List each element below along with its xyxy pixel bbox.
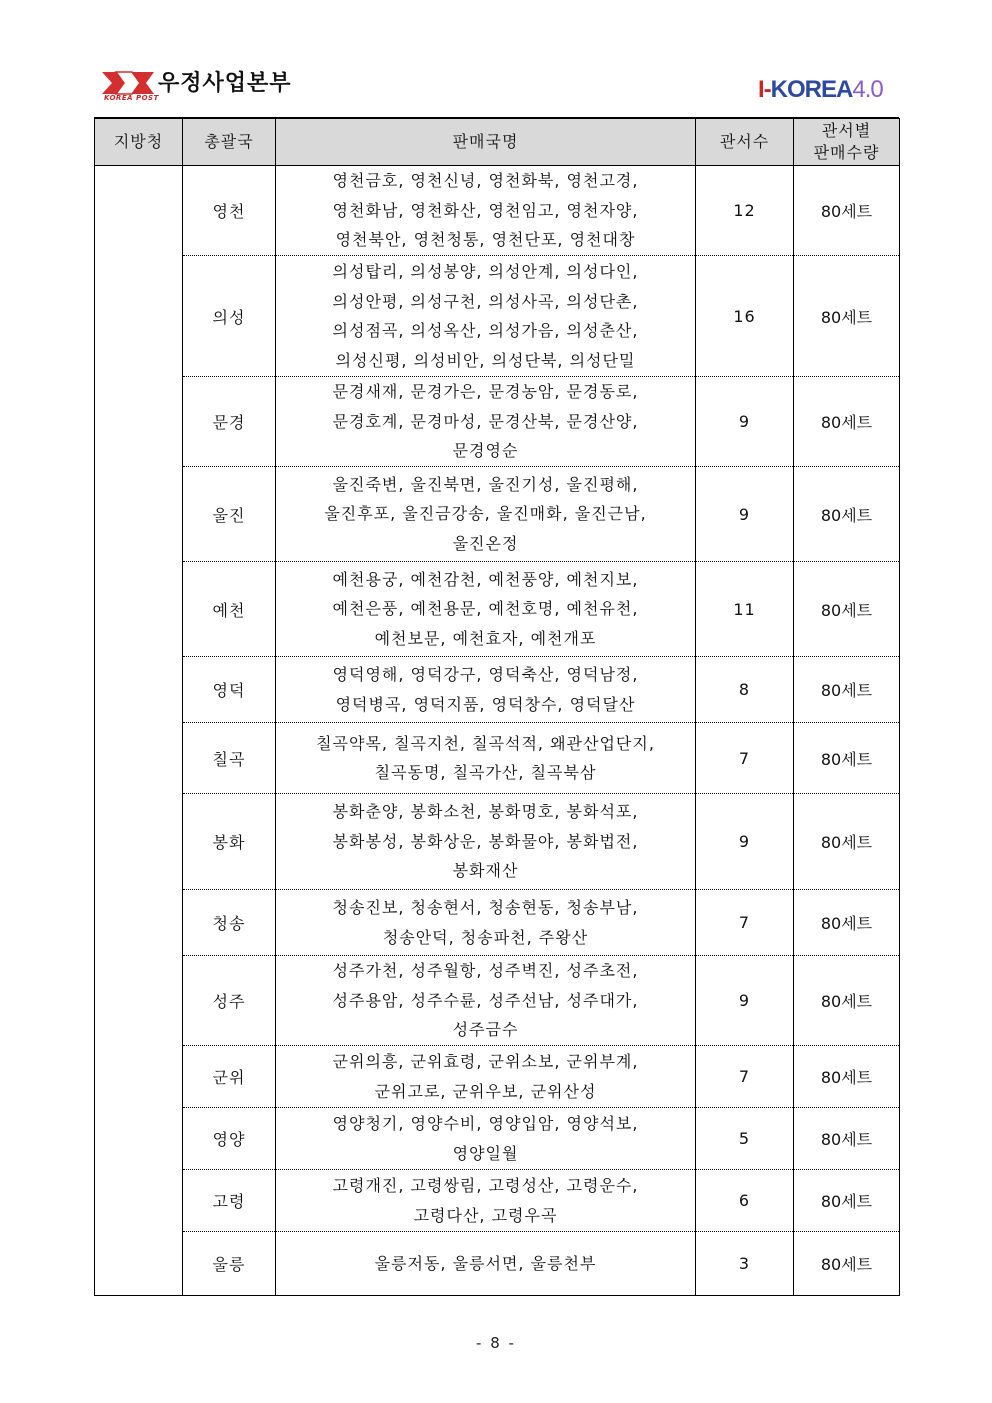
logo-subtitle: KOREA POST: [104, 94, 159, 102]
sales-offices-line: 울릉저동, 울릉서면, 울릉천부: [374, 1253, 597, 1273]
sales-offices-cell: [276, 956, 696, 1046]
office-cell: 문경: [183, 377, 276, 467]
sales-offices-line: 봉화재산: [452, 861, 519, 881]
sales-offices-line: 칠곡동명, 칠곡가산, 칠곡북삼: [374, 763, 597, 782]
office-count-cell: 5: [696, 1108, 794, 1170]
sales-offices-line: 예천용궁, 예천감천, 예천풍양, 예천지보,: [332, 569, 639, 589]
table-header-row: [95, 119, 900, 166]
i-korea-logo: [758, 76, 883, 104]
sales-offices-cell: [276, 657, 696, 723]
sales-offices-line: 고령다산, 고령우곡: [413, 1205, 558, 1225]
quantity-cell: 80세트: [794, 467, 900, 562]
col-header-sales-offices: 판매국명: [276, 119, 696, 166]
table-row: [95, 657, 900, 723]
sales-offices-line: 예천보문, 예천효자, 예천개포: [374, 628, 597, 648]
sales-offices-line: 문경호계, 문경마성, 문경산북, 문경산양,: [332, 411, 639, 431]
region-cell: [95, 166, 183, 1296]
office-count-cell: 7: [696, 723, 794, 794]
i-korea-main: KOREA: [770, 76, 853, 103]
office-count-cell: 3: [696, 1232, 794, 1296]
sales-office-table: [94, 118, 900, 1296]
sales-offices-line: 문경영순: [452, 441, 519, 461]
sales-offices-line: 군위의흥, 군위효령, 군위소보, 군위부계,: [332, 1052, 639, 1071]
quantity-cell: 80세트: [794, 723, 900, 794]
table-row: [95, 1108, 900, 1170]
office-count-cell: 8: [696, 657, 794, 723]
sales-offices-cell: [276, 377, 696, 467]
table-row: [95, 377, 900, 467]
office-count-cell: 12: [696, 166, 794, 256]
sales-offices-line: 영천북안, 영천청통, 영천단포, 영천대창: [335, 230, 636, 250]
sales-offices-line: 문경새재, 문경가은, 문경농암, 문경동로,: [332, 382, 639, 402]
office-cell: 성주: [183, 956, 276, 1046]
quantity-cell: 80세트: [794, 377, 900, 467]
col-header-quantity: 관서별 판매수량: [794, 119, 900, 166]
office-cell: 고령: [183, 1170, 276, 1232]
table-row: [95, 794, 900, 890]
sales-offices-line: 의성탑리, 의성봉양, 의성안계, 의성다인,: [332, 262, 639, 281]
sales-offices-cell: [276, 794, 696, 890]
quantity-cell: 80세트: [794, 956, 900, 1046]
sales-offices-cell: [276, 723, 696, 794]
sales-offices-line: 영덕병곡, 영덕지품, 영덕창수, 영덕달산: [335, 694, 636, 714]
page-header: [0, 0, 992, 118]
sales-offices-line: 청송진보, 청송현서, 청송현동, 청송부남,: [332, 898, 639, 917]
quantity-cell: 80세트: [794, 562, 900, 657]
table-row: [95, 890, 900, 956]
sales-offices-line: 고령개진, 고령쌍림, 고령성산, 고령운수,: [332, 1176, 639, 1195]
sales-offices-line: 봉화봉성, 봉화상운, 봉화물야, 봉화법전,: [332, 831, 639, 851]
sales-offices-cell: [276, 890, 696, 956]
sales-offices-cell: [276, 467, 696, 562]
office-cell: 의성: [183, 256, 276, 377]
quantity-cell: 80세트: [794, 1046, 900, 1108]
sales-offices-line: 성주금수: [452, 1020, 519, 1040]
sales-offices-cell: [276, 1170, 696, 1232]
table-row: [95, 467, 900, 562]
table-row: [95, 562, 900, 657]
sales-offices-cell: [276, 166, 696, 256]
sales-offices-line: 영천금호, 영천신녕, 영천화북, 영천고경,: [332, 171, 639, 191]
sales-offices-line: 의성안평, 의성구천, 의성사곡, 의성단촌,: [332, 291, 639, 311]
table-row: [95, 1170, 900, 1232]
sales-offices-line: 의성신평, 의성비안, 의성단북, 의성단밀: [335, 350, 636, 370]
sales-offices-line: 청송안덕, 청송파천, 주왕산: [382, 927, 589, 947]
sales-offices-line: 울진죽변, 울진북면, 울진기성, 울진평해,: [332, 474, 639, 494]
office-count-cell: 9: [696, 956, 794, 1046]
office-count-cell: 6: [696, 1170, 794, 1232]
sales-offices-cell: [276, 1232, 696, 1296]
col-header-office-count: 관서수: [696, 119, 794, 166]
korea-post-logo: [102, 66, 302, 106]
quantity-cell: 80세트: [794, 1170, 900, 1232]
office-cell: 울릉: [183, 1232, 276, 1296]
sales-offices-line: 예천은풍, 예천용문, 예천호명, 예천유천,: [332, 599, 639, 619]
sales-offices-line: 영천화남, 영천화산, 영천임고, 영천자양,: [332, 200, 639, 220]
sales-offices-line: 의성점곡, 의성옥산, 의성가음, 의성춘산,: [332, 321, 639, 340]
office-count-cell: 11: [696, 562, 794, 657]
office-cell: 칠곡: [183, 723, 276, 794]
office-count-cell: 9: [696, 467, 794, 562]
quantity-cell: 80세트: [794, 1232, 900, 1296]
col-header-region: 지방청: [95, 119, 183, 166]
office-count-cell: 7: [696, 1046, 794, 1108]
sales-offices-line: 성주가천, 성주월항, 성주벽진, 성주초전,: [332, 961, 639, 981]
table-body: [95, 166, 900, 1296]
i-korea-version: 4.0: [852, 76, 883, 103]
sales-offices-line: 성주용암, 성주수륜, 성주선남, 성주대가,: [332, 990, 639, 1010]
quantity-cell: 80세트: [794, 166, 900, 256]
quantity-cell: 80세트: [794, 890, 900, 956]
sales-offices-line: 영덕영해, 영덕강구, 영덕축산, 영덕남정,: [332, 665, 639, 684]
page-number: - 8 -: [476, 1334, 516, 1352]
table-row: [95, 256, 900, 377]
quantity-cell: 80세트: [794, 1108, 900, 1170]
office-cell: 울진: [183, 467, 276, 562]
logo-title: 우정사업본부: [158, 71, 292, 96]
office-cell: 봉화: [183, 794, 276, 890]
sales-offices-line: 울진후포, 울진금강송, 울진매화, 울진근남,: [324, 504, 647, 524]
office-count-cell: 9: [696, 794, 794, 890]
office-cell: 영천: [183, 166, 276, 256]
sales-offices-cell: [276, 1046, 696, 1108]
korea-post-emblem-icon: [102, 70, 154, 96]
sales-offices-line: 칠곡약목, 칠곡지천, 칠곡석적, 왜관산업단지,: [316, 733, 655, 753]
office-cell: 청송: [183, 890, 276, 956]
sales-offices-cell: [276, 562, 696, 657]
table-row: [95, 1046, 900, 1108]
col-header-office: 총괄국: [183, 119, 276, 166]
sales-offices-cell: [276, 256, 696, 377]
office-count-cell: 7: [696, 890, 794, 956]
sales-offices-line: 군위고로, 군위우보, 군위산성: [374, 1081, 597, 1101]
table-row: [95, 723, 900, 794]
table-row: [95, 956, 900, 1046]
sales-offices-line: 영양일월: [452, 1143, 519, 1163]
office-cell: 영덕: [183, 657, 276, 723]
quantity-cell: 80세트: [794, 657, 900, 723]
office-count-cell: 16: [696, 256, 794, 377]
quantity-cell: 80세트: [794, 794, 900, 890]
table-row: [95, 1232, 900, 1296]
quantity-cell: 80세트: [794, 256, 900, 377]
sales-offices-line: 영양청기, 영양수비, 영양입암, 영양석보,: [332, 1114, 639, 1133]
table-row: [95, 166, 900, 256]
i-korea-prefix: I-: [758, 76, 771, 103]
sales-offices-line: 울진온정: [452, 533, 519, 553]
office-count-cell: 9: [696, 377, 794, 467]
sales-offices-line: 봉화춘양, 봉화소천, 봉화명호, 봉화석포,: [332, 802, 639, 822]
office-cell: 예천: [183, 562, 276, 657]
office-cell: 영양: [183, 1108, 276, 1170]
office-cell: 군위: [183, 1046, 276, 1108]
sales-offices-cell: [276, 1108, 696, 1170]
